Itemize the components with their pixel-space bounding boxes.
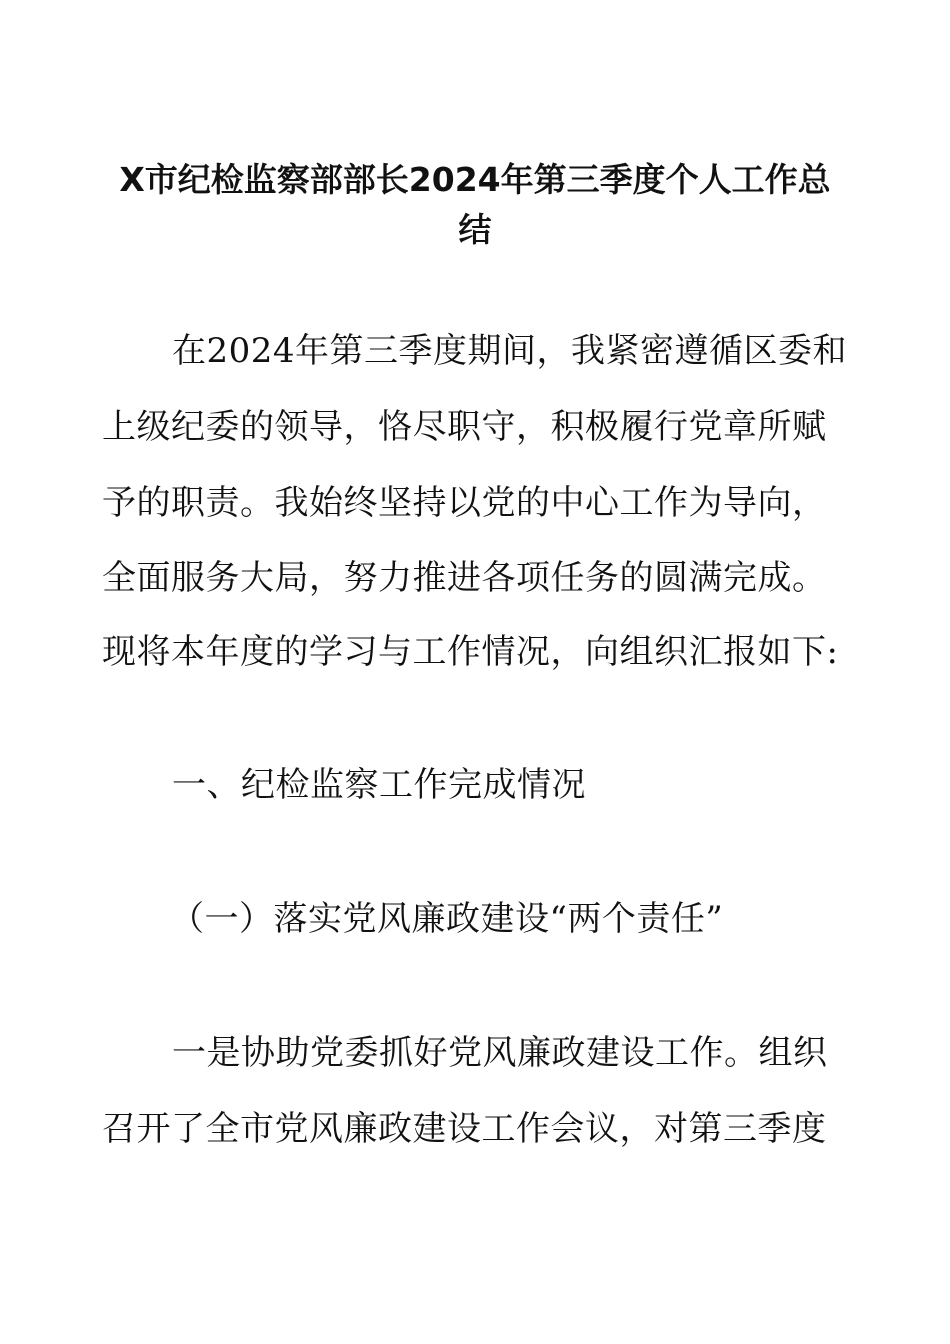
subsection-heading: （一）落实党风廉政建设“两个责任”	[170, 899, 724, 939]
paragraph-line-1: 一是协助党委抓好党风廉政建设工作。组织	[172, 1033, 828, 1073]
document-title-line-1: X市纪检监察部部长2024年第三季度个人工作总	[119, 160, 831, 199]
intro-line-2: 上级纪委的领导，恪尽职守，积极履行党章所赋	[102, 407, 827, 447]
intro-line-1: 在2024年第三季度期间，我紧密遵循区委和	[172, 331, 848, 371]
intro-line-3: 予的职责。我始终坚持以党的中心工作为导向，	[102, 483, 827, 523]
intro-line-5: 现将本年度的学习与工作情况，向组织汇报如下:	[102, 632, 839, 672]
paragraph-line-2: 召开了全市党风廉政建设工作会议，对第三季度	[102, 1109, 827, 1149]
section-heading: 一、纪检监察工作完成情况	[172, 765, 586, 805]
document-title-line-2: 结	[458, 210, 492, 249]
intro-line-4: 全面服务大局，努力推进各项任务的圆满完成。	[102, 558, 827, 598]
